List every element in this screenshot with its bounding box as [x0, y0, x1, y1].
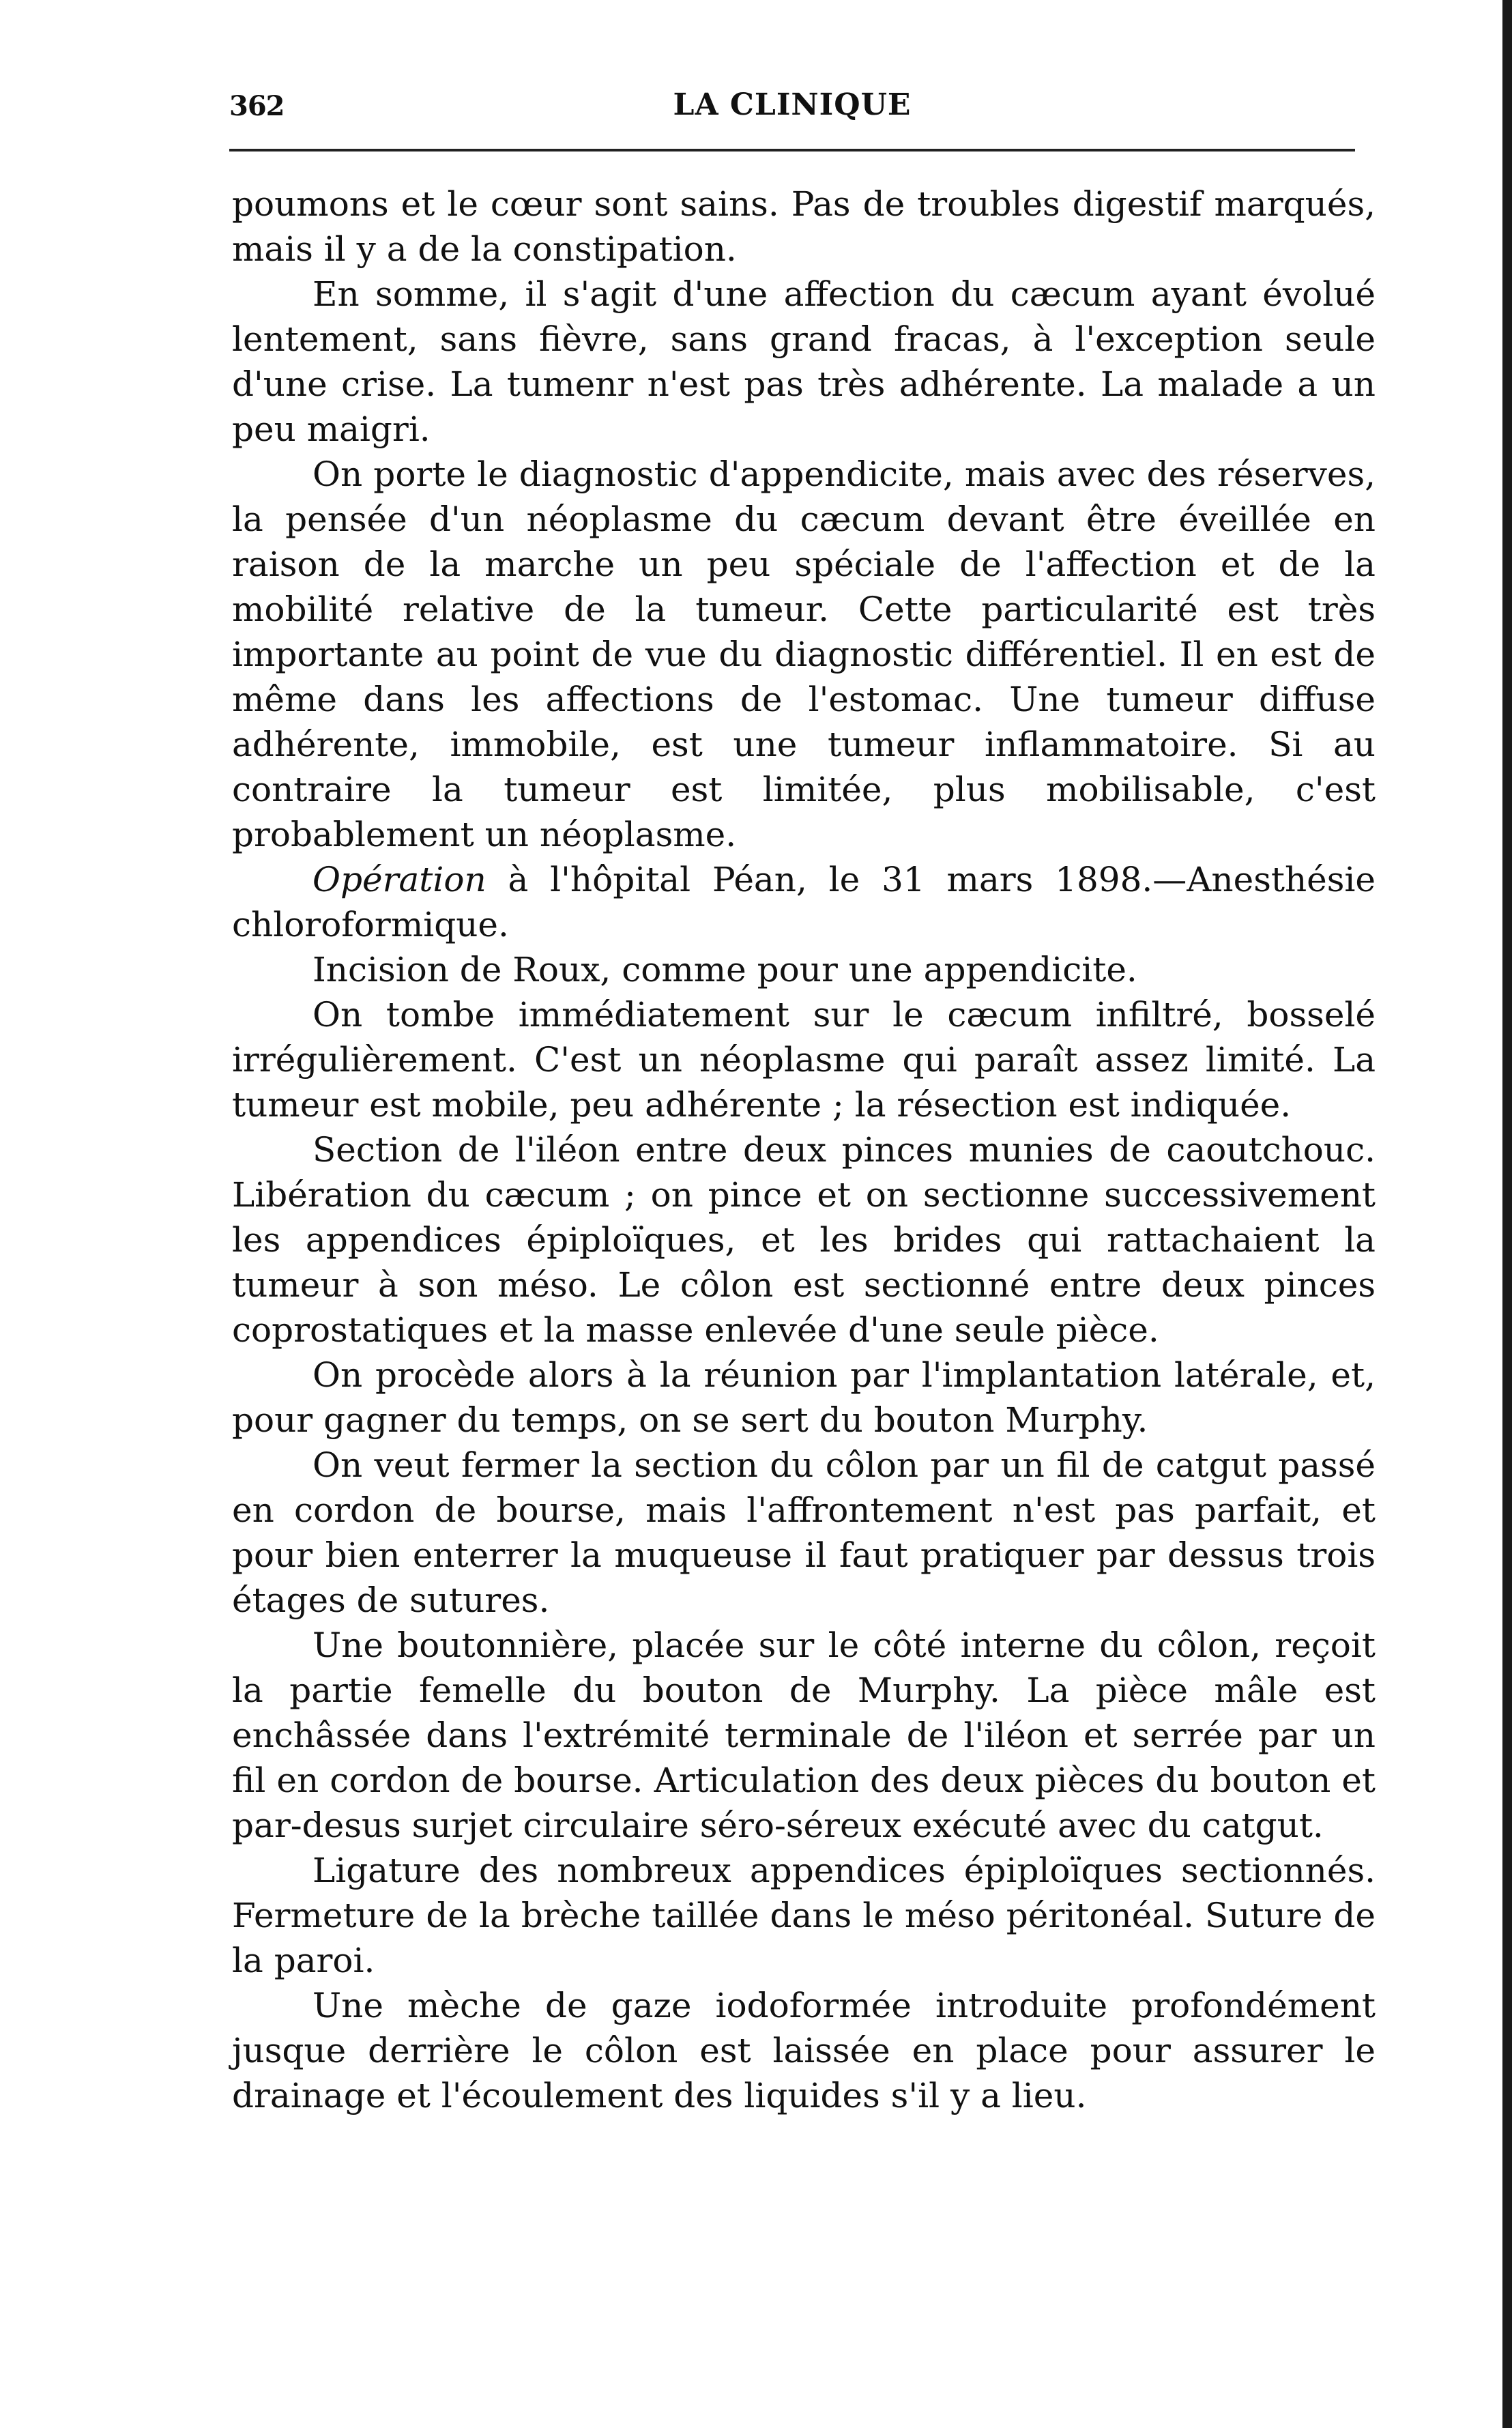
paragraph: Incision de Roux, comme pour une appendicite. — [312, 950, 1137, 989]
paragraph: En somme, il s'agit d'une affection du cæcum ayant évolué lentement, sans fièvre, sans grand fracas, à l'exception seule d'une crise. La tumenr n'est pas très adhérente. La malade a un peu maigri. — [232, 274, 1376, 449]
paragraph-operation — [232, 857, 1376, 947]
page-edge-shadow — [1502, 0, 1512, 2428]
paragraph: Une boutonnière, placée sur le côté interne du côlon, reçoit la partie femelle du bouton de Murphy. La pièce mâle est enchâssée dans l'extrémité terminale de l'iléon et serrée par un fil en cordon de bourse. Articulation des deux pièces du bouton et par-desus surjet circulaire séro-séreux exécuté avec du catgut. — [232, 1625, 1376, 1845]
paragraph: Section de l'iléon entre deux pinces munies de caoutchouc. Libération du cæcum ; on pince et on sectionne successivement les appendices épiploïques, et les brides qui rattachaient la tumeur à son méso. Le côlon est sectionné entre deux pinces coprostatiques et la masse enlevée d'une seule pièce. — [232, 1130, 1376, 1350]
header-rule — [229, 149, 1355, 151]
paragraph: Une mèche de gaze iodoformée introduite profondément jusque derrière le côlon est laissée en place pour assurer le drainage et l'écoulement des liquides s'il y a lieu. — [232, 1986, 1376, 2115]
page-number: 362 — [229, 90, 285, 122]
paragraph: On tombe immédiatement sur le cæcum infiltré, bosselé irrégulièrement. C'est un néoplasme qui paraît assez limité. La tumeur est mobile, peu adhérente ; la résection est indiquée. — [232, 995, 1376, 1125]
operation-text: à l'hôpital Péan, le 31 mars 1898.—Anesthésie chloroformique. — [232, 860, 1376, 944]
running-title: LA CLINIQUE — [673, 87, 912, 122]
paragraph: On procède alors à la réunion par l'implantation latérale, et, pour gagner du temps, on se sert du bouton Murphy. — [232, 1355, 1376, 1440]
paragraph: Ligature des nombreux appendices épiploïques sectionnés. Fermeture de la brèche taillée dans le méso péritonéal. Suture de la paroi. — [232, 1851, 1376, 1980]
page-header — [229, 81, 1355, 121]
paragraph: On veut fermer la section du côlon par un fil de catgut passé en cordon de bourse, mais l'affrontement n'est pas parfait, et pour bien enterrer la muqueuse il faut pratiquer par dessus trois étages de sutures. — [232, 1445, 1376, 1620]
paragraph: poumons et le cœur sont sains. Pas de troubles digestif marqués, mais il y a de la constipation. — [232, 184, 1376, 269]
body-text — [232, 182, 1376, 2118]
operation-lead: Opération — [312, 860, 486, 899]
paragraph: On porte le diagnostic d'appendicite, mais avec des réserves, la pensée d'un néoplasme du cæcum devant être éveillée en raison de la marche un peu spéciale de l'affection et de la mobilité relative de la tumeur. Cette particularité est très importante au point de vue du diagnostic différentiel. Il en est de même dans les affections de l'estomac. Une tumeur diffuse adhérente, immobile, est une tumeur inflammatoire. Si au contraire la tumeur est limitée, plus mobilisable, c'est probablement un néoplasme. — [232, 454, 1376, 854]
